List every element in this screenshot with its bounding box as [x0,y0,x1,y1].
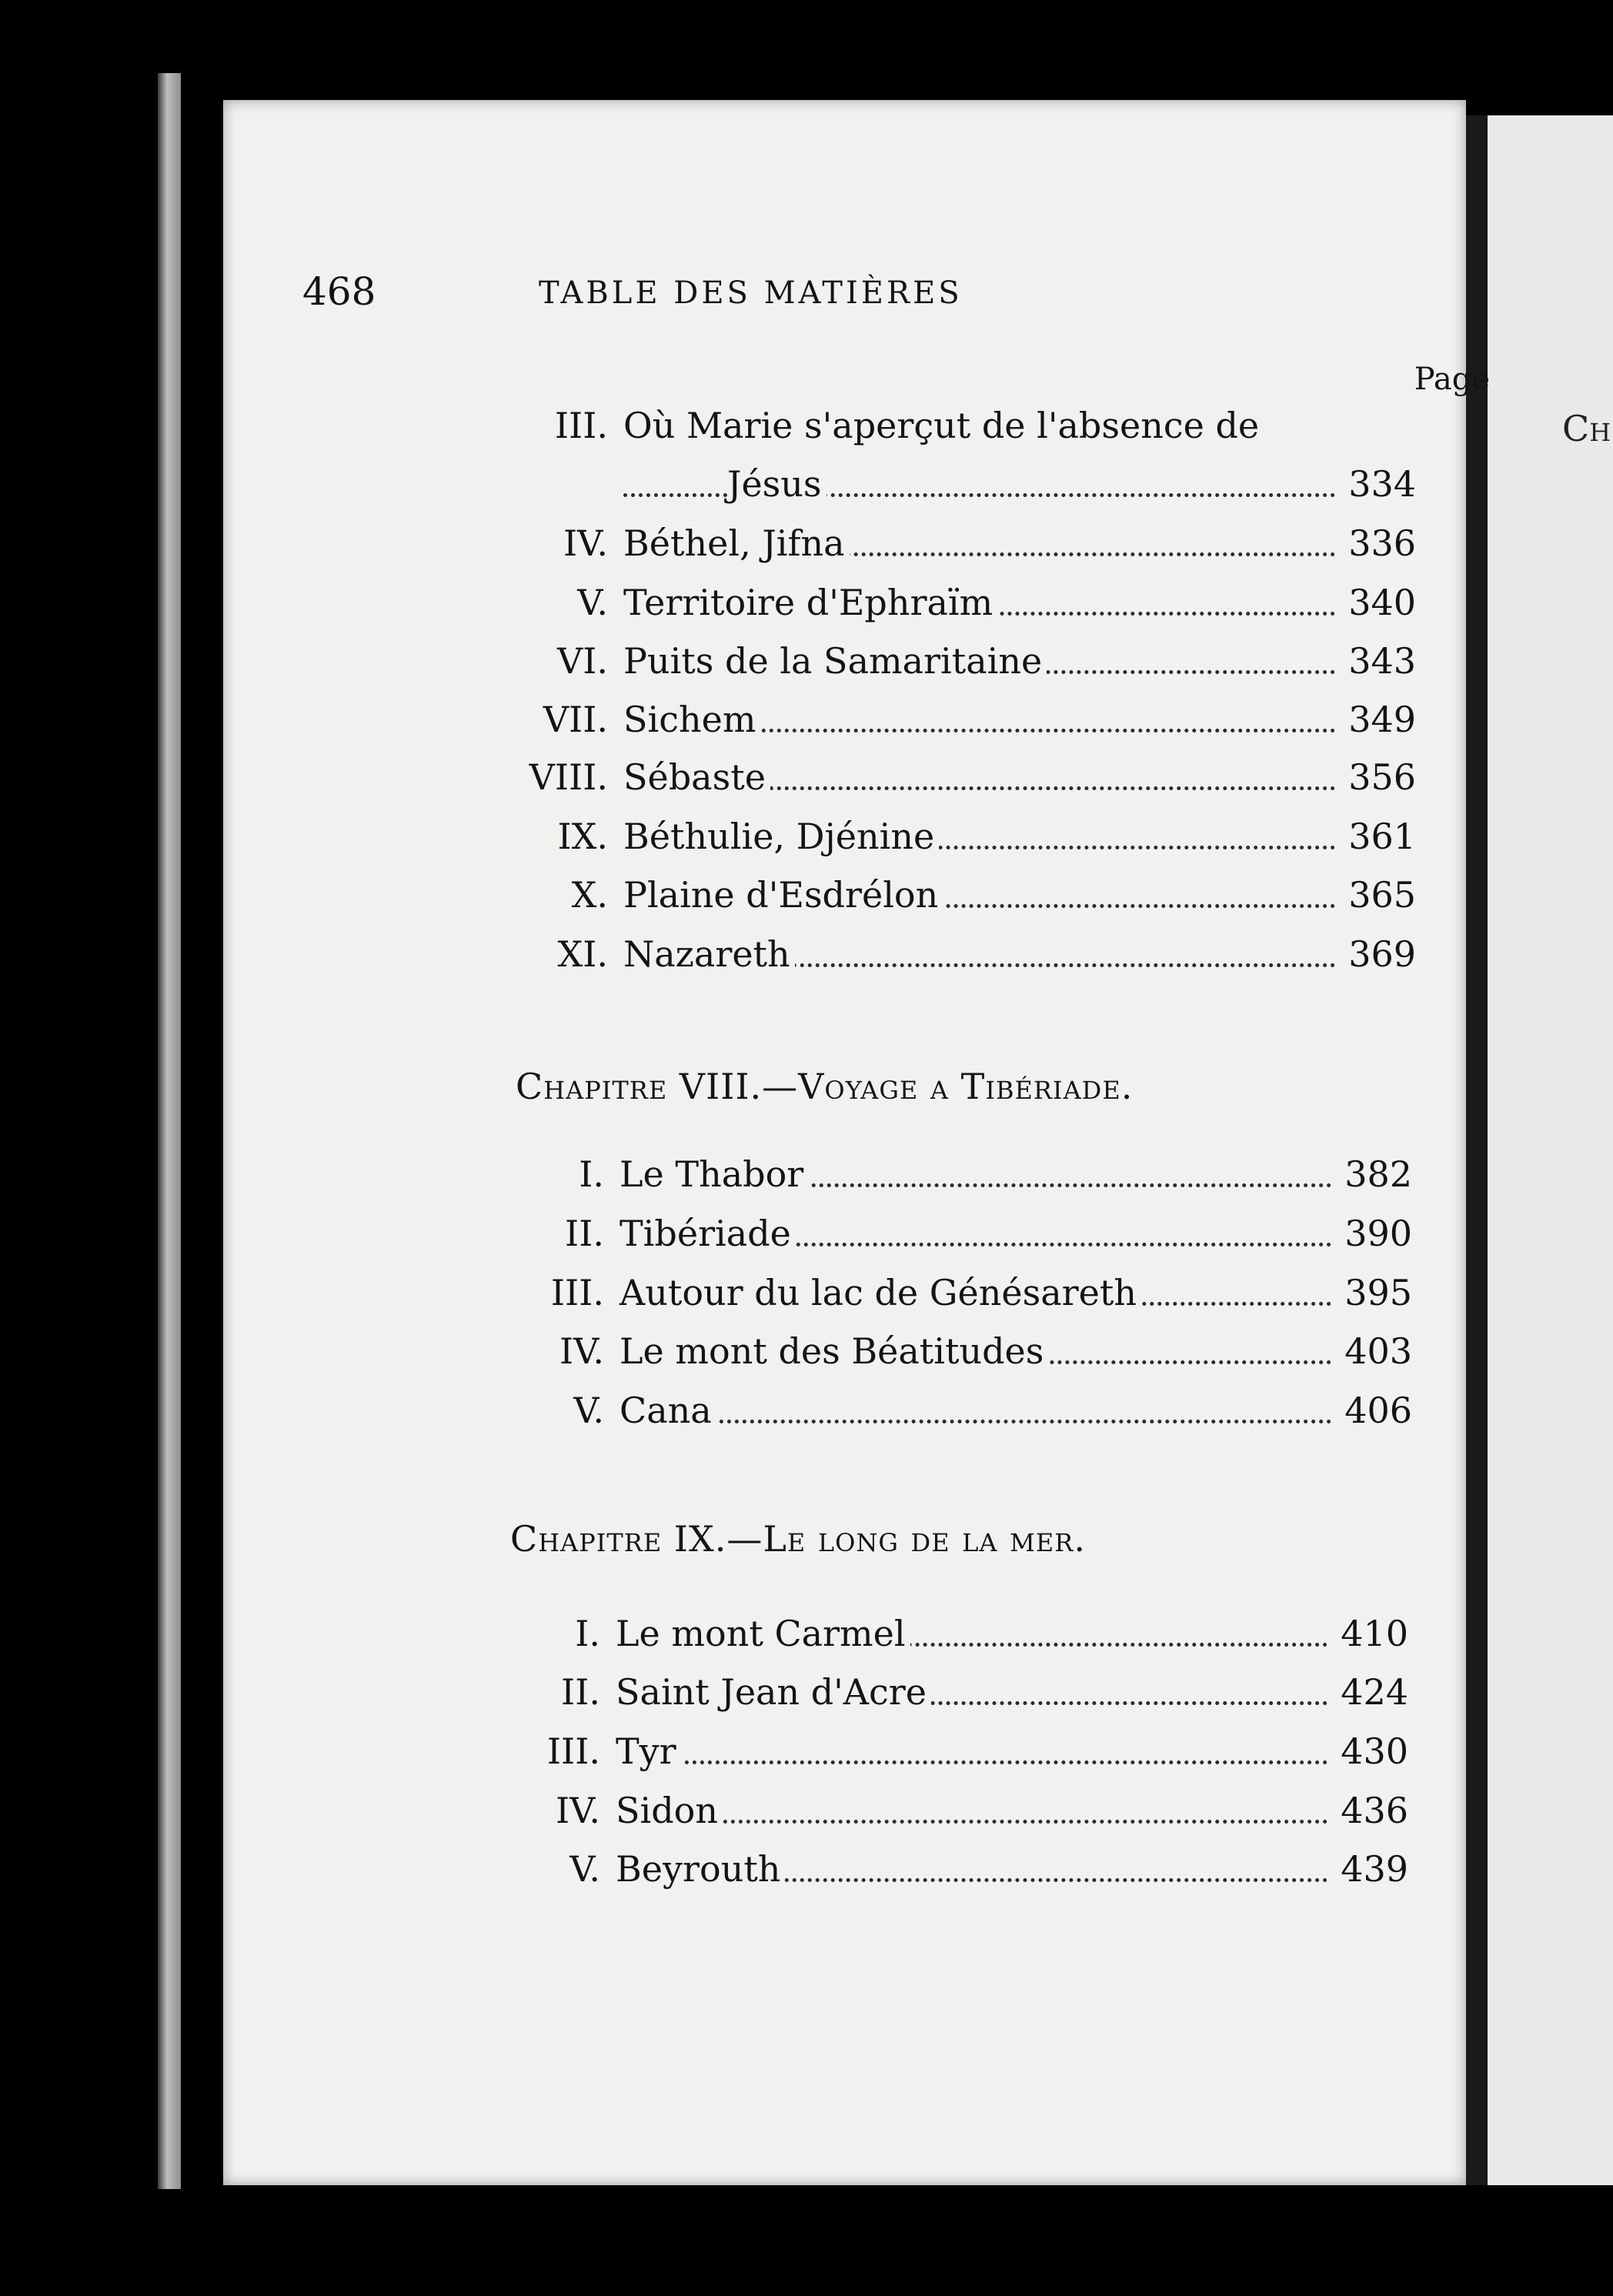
toc-entry [531,1785,1408,1836]
entry-title: Le mont des Béatitudes [619,1326,1048,1377]
page-title: TABLE DES MATIÈRES [539,275,963,311]
entry-page: 343 [1339,636,1416,686]
toc-entry [539,694,1416,745]
entry-page: 430 [1331,1726,1408,1777]
entry-number: XI. [557,933,608,975]
entry-page: 365 [1339,869,1416,920]
toc-entry [535,1267,1412,1318]
entry-page: 382 [1335,1149,1412,1200]
entry-title: Le mont Carmel [616,1608,910,1659]
entry-number: III. [546,1730,600,1772]
entry-page: 436 [1331,1785,1408,1836]
leader-dots [616,1760,1327,1764]
entry-title: Autour du lac de Génésareth [619,1267,1141,1318]
entry-page: 424 [1331,1667,1408,1717]
entry-number: I. [579,1153,604,1195]
entry-number: VIII. [529,756,608,798]
entry-title: Sébaste [623,752,770,803]
entry-number: IX. [557,816,608,857]
entry-number: II. [561,1671,600,1713]
entry-number: IV. [563,522,608,564]
entry-number: V. [577,582,608,623]
chapter-heading: Chapitre IX.—Le long de la mer. [510,1518,1087,1560]
entry-title: Sichem [623,694,760,745]
entry-title: Le Thabor [619,1149,808,1200]
toc-entry [531,1667,1408,1717]
entry-page: 369 [1339,929,1416,979]
running-head [0,269,1613,315]
entry-page: 334 [1339,459,1416,509]
entry-page: 361 [1339,811,1416,862]
toc-entry [539,577,1416,628]
entry-title: Où Marie s'aperçut de l'absence de [623,400,1264,451]
entry-number: III. [550,1272,604,1313]
toc-entry [531,1608,1408,1659]
entry-number: V. [569,1848,600,1890]
toc-entry [539,400,1416,451]
entry-page: 406 [1335,1385,1412,1436]
entry-page: 410 [1331,1608,1408,1659]
page-column-label: Page [1414,362,1490,397]
entry-page: 390 [1335,1208,1412,1259]
entry-number: III. [554,405,608,446]
entry-page: 340 [1339,577,1416,628]
entry-number: IV. [559,1330,604,1372]
page-edge [158,73,181,2189]
entry-page: 336 [1339,518,1416,569]
toc-entry [531,1726,1408,1777]
toc-entry [531,1844,1408,1894]
entry-title: Cana [619,1385,716,1436]
entry-page: 356 [1339,752,1416,803]
entry-number: VII. [543,699,608,740]
toc-entry [535,1326,1412,1377]
entry-page: 439 [1331,1844,1408,1894]
entry-title: Tibériade [619,1208,796,1259]
toc-entry [535,1208,1412,1259]
page-number: 468 [302,269,376,314]
toc-entry [535,1385,1412,1436]
toc-entry [539,811,1416,862]
toc-entry [539,869,1416,920]
toc-entry [539,518,1416,569]
toc-entry [539,929,1416,979]
entry-number: II. [565,1213,604,1254]
entry-page: 403 [1335,1326,1412,1377]
entry-number: IV. [556,1790,600,1831]
entry-title: Territoire d'Ephraïm [623,577,997,628]
entry-page: 395 [1335,1267,1412,1318]
entry-title: Saint Jean d'Acre [616,1667,931,1717]
entry-number: V. [573,1390,604,1431]
toc-entry [529,752,1416,803]
entry-title: Beyrouth [616,1844,785,1894]
entry-title: Sidon [616,1785,723,1836]
toc-entry-continuation [539,459,1416,509]
toc-entry [535,1149,1412,1200]
entry-title: Nazareth [623,929,795,979]
entry-title: Jésus [727,459,827,509]
entry-number: X. [571,874,608,916]
entry-title: Tyr [616,1726,681,1777]
entry-title: Béthel, Jifna [623,518,850,569]
entry-title: Plaine d'Esdrélon [623,869,943,920]
entry-number: I. [575,1613,600,1654]
book-gutter [1466,115,1488,2185]
entry-title: Béthulie, Djénine [623,811,939,862]
toc-entry [539,636,1416,686]
leader-dots [619,1420,1331,1423]
facing-page-fragment: Ch [1562,408,1611,449]
entry-number: VI. [556,640,608,682]
entry-page: 349 [1339,694,1416,745]
entry-title: Puits de la Samaritaine [623,636,1047,686]
chapter-heading: Chapitre VIII.—Voyage a Tibériade. [516,1066,1134,1107]
